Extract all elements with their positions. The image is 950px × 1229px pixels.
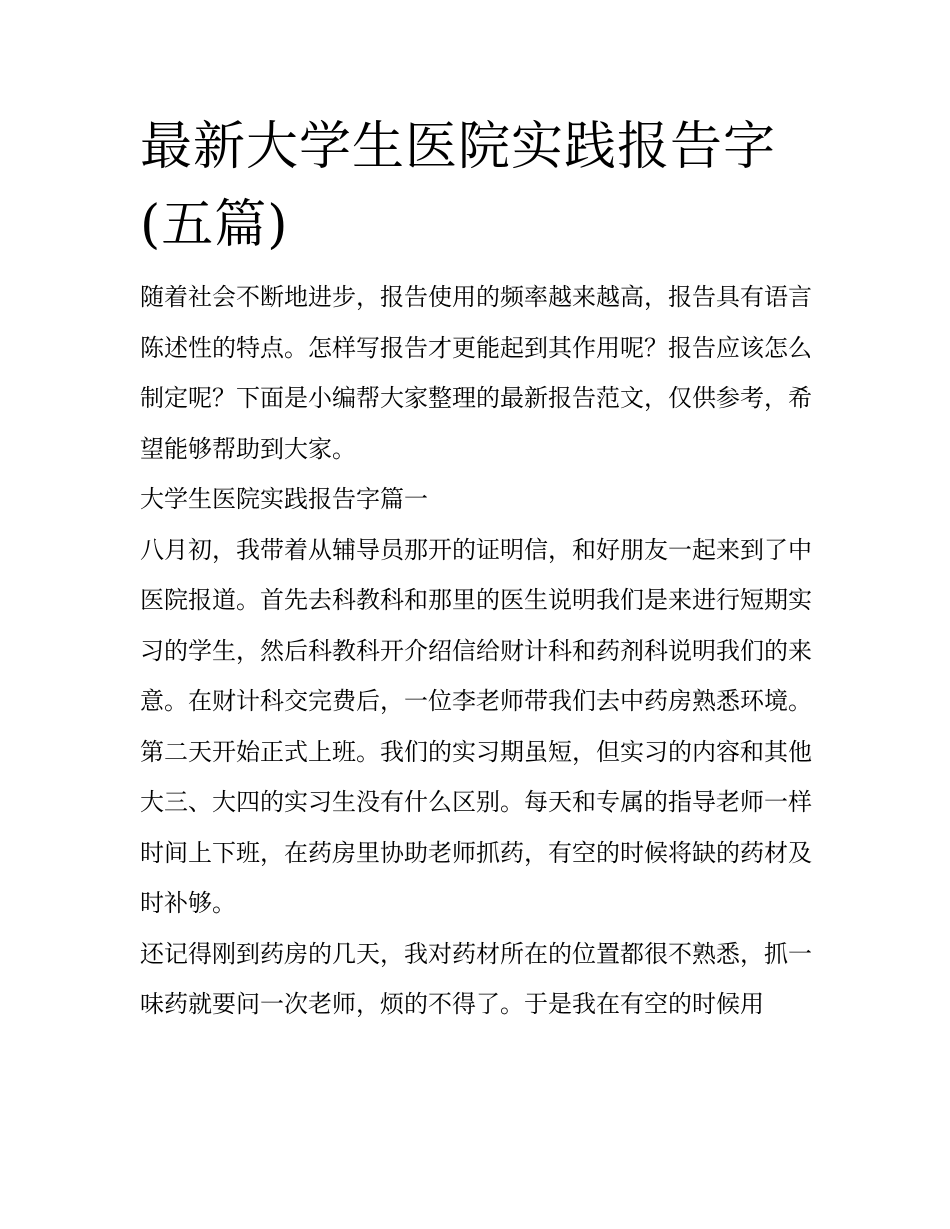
section-heading: 大学生医院实践报告字篇一 xyxy=(140,485,428,513)
document-page xyxy=(140,108,812,1030)
body-paragraph: 八月初，我带着从辅导员那开的证明信，和好朋友一起来到了中医院报道。首先去科教科和那里的医生说明我们是来进行短期实习的学生，然后科教科开介绍信给财计科和药剂科说明我们的来意。在财计科交完费后，一位李老师带我们去中药房熟悉环境。 xyxy=(140,535,812,715)
body-paragraph: 第二天开始正式上班。我们的实习期虽短，但实习的内容和其他大三、大四的实习生没有什么区别。每天和专属的指导老师一样时间上下班，在药房里协助老师抓药，有空的时候将缺的药材及时补够。 xyxy=(140,737,812,917)
body-paragraph: 还记得刚到药房的几天，我对药材所在的位置都很不熟悉，抓一味药就要问一次老师，烦的不得了。于是我在有空的时候用 xyxy=(140,939,812,1018)
intro-paragraph: 随着社会不断地进步，报告使用的频率越来越高，报告具有语言陈述性的特点。怎样写报告才更能起到其作用呢？报告应该怎么制定呢？下面是小编帮大家整理的最新报告范文，仅供参考，希望能够帮助到大家。 xyxy=(140,283,812,463)
document-title: 最新大学生医院实践报告字(五篇) xyxy=(140,117,777,255)
